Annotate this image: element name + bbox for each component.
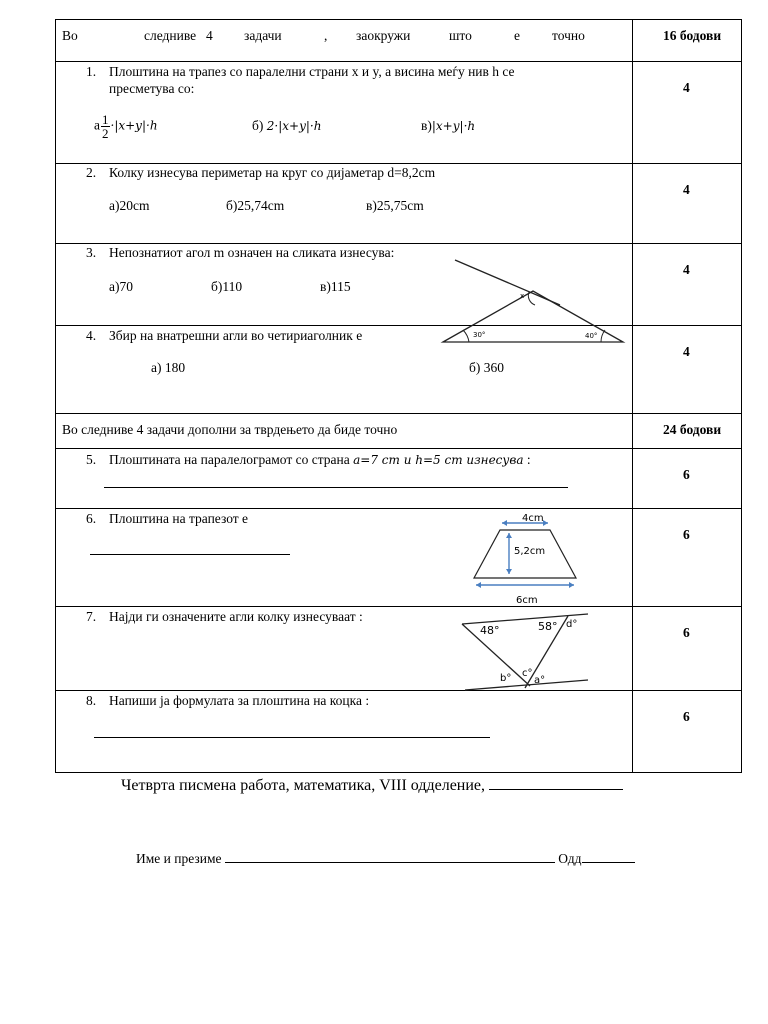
answer-a — [94, 113, 158, 140]
arrowhead — [506, 569, 512, 574]
question-7-points — [633, 607, 742, 691]
arrowhead — [506, 533, 512, 538]
points-text: 6 — [683, 709, 690, 724]
angle-arc-30 — [463, 330, 469, 342]
label-48: 48° — [480, 624, 500, 637]
label-c: c° — [522, 668, 533, 679]
question-row-6 — [56, 509, 742, 607]
name-label: Име и презиме — [136, 851, 222, 866]
question-colon: : — [526, 452, 531, 467]
label-30: 30° — [473, 331, 486, 339]
answer-expression: ·|x+y|·h — [110, 118, 158, 133]
answer-label: в) — [421, 118, 432, 133]
question-2-points — [633, 164, 742, 244]
grade-input-line[interactable] — [489, 775, 623, 790]
question-5 — [56, 449, 633, 509]
header-word: заокружи — [356, 28, 411, 43]
label-d: d° — [566, 619, 578, 630]
question-row-7 — [56, 607, 742, 691]
answer-line[interactable] — [104, 487, 568, 488]
label-height: 5,2cm — [514, 546, 546, 557]
label-bottom: 6cm — [516, 595, 538, 606]
angles-figure — [460, 612, 592, 692]
answer-c — [421, 118, 475, 134]
header-word: е — [514, 28, 520, 43]
question-4-points — [633, 326, 742, 414]
class-label: Одд — [558, 851, 582, 866]
points-text: 6 — [683, 467, 690, 482]
points-text: 4 — [683, 182, 690, 197]
section2-points — [633, 414, 742, 449]
question-text — [109, 452, 531, 468]
section1-header — [56, 20, 633, 62]
name-row — [136, 850, 635, 867]
points-text: 4 — [683, 262, 690, 277]
question-number: 8. — [86, 693, 97, 708]
question-number: 7. — [86, 609, 97, 624]
answer-a: а) 180 — [151, 360, 186, 375]
question-6-points — [633, 509, 742, 607]
fraction-numerator: 1 — [102, 112, 109, 127]
points-text: 6 — [683, 625, 690, 640]
question-math: a=7 cm и h=5 cm изнесува — [353, 453, 524, 467]
question-5-points — [633, 449, 742, 509]
fraction — [101, 113, 110, 140]
answer-expression: 2·|x+y|·h — [266, 119, 322, 133]
section1-header-row — [56, 20, 742, 62]
label-x: x — [520, 292, 525, 300]
label-top: 4cm — [522, 513, 544, 524]
arrowhead — [569, 582, 574, 588]
header-word: Во — [62, 28, 78, 43]
answer-a: а)20cm — [109, 198, 150, 213]
question-8-points — [633, 691, 742, 773]
question-2 — [56, 164, 633, 244]
points-text: 6 — [683, 527, 690, 542]
points-text: 16 бодови — [663, 28, 722, 43]
label-58: 58° — [538, 620, 558, 633]
question-text-main: Плоштината на паралелограмот со страна — [109, 452, 350, 467]
points-text: 24 бодови — [663, 422, 722, 437]
footer-title-row — [121, 775, 623, 795]
points-text: 4 — [683, 344, 690, 359]
question-number: 5. — [86, 452, 97, 467]
question-text: Колку изнесува периметар на круг со дијаметар d=8,2cm — [109, 165, 436, 180]
name-input-line[interactable] — [225, 850, 555, 863]
label-40: 40° — [585, 332, 598, 340]
answer-b: б) 360 — [469, 360, 504, 375]
header-word: , — [324, 28, 328, 43]
question-text: Плоштина на трапезот е — [109, 511, 249, 526]
arrowhead — [476, 582, 481, 588]
question-text: Збир на внатрешни агли во четириаголник е — [109, 328, 363, 343]
answer-c: в)115 — [320, 279, 351, 294]
answer-label: б) — [252, 118, 264, 133]
question-number: 1. — [86, 64, 97, 79]
answer-line[interactable] — [90, 554, 290, 555]
answer-b: б)25,74cm — [226, 198, 285, 213]
answer-b — [252, 118, 321, 134]
question-number: 2. — [86, 165, 97, 180]
header-word: 4 — [206, 28, 213, 43]
header-word: што — [449, 28, 472, 43]
question-8 — [56, 691, 633, 773]
label-b: b° — [500, 673, 512, 684]
answer-expression: |x+y|·h — [431, 119, 476, 133]
question-number: 3. — [86, 245, 97, 260]
question-row-1 — [56, 62, 742, 164]
question-row-5 — [56, 449, 742, 509]
header-word: точно — [552, 28, 585, 43]
question-1-points — [633, 62, 742, 164]
question-3-points — [633, 244, 742, 326]
footer-title: Четврта писмена работа, математика, VIII одделение, — [121, 777, 486, 794]
points-text: 4 — [683, 80, 690, 95]
triangle-figure — [425, 250, 640, 350]
answer-c: в)25,75cm — [366, 198, 424, 213]
class-input-line[interactable] — [582, 850, 635, 863]
test-table — [55, 19, 742, 773]
arrowhead — [543, 520, 548, 526]
question-row-2 — [56, 164, 742, 244]
question-text: Плоштина на трапез со паралелни страни x и y, а висина меѓу нив h се — [109, 64, 515, 79]
fraction-denominator: 2 — [102, 126, 109, 141]
answer-line[interactable] — [94, 737, 490, 738]
question-row-8 — [56, 691, 742, 773]
section2-header — [56, 414, 633, 449]
section1-points — [633, 20, 742, 62]
label-a: a° — [534, 675, 546, 686]
question-text: Непознатиот агол m означен на сликата изнесува: — [109, 245, 395, 260]
trapezoid-figure — [462, 510, 597, 606]
section2-header-row — [56, 414, 742, 449]
header-word: задачи — [244, 28, 282, 43]
answer-label: а — [94, 117, 100, 133]
question-number: 6. — [86, 511, 97, 526]
question-1 — [56, 62, 633, 164]
answer-a: а)70 — [109, 279, 133, 294]
question-text: пресметува со: — [109, 81, 195, 96]
crossing-line — [455, 260, 560, 305]
arrowhead — [502, 520, 507, 526]
section2-header-text: Во следниве 4 задачи дополни за тврдењето да биде точно — [62, 422, 398, 437]
header-word: следниве — [144, 28, 197, 43]
question-text: Напиши ја формулата за плоштина на коцка : — [109, 693, 370, 708]
question-text: Најди ги означените агли колку изнесуваат : — [109, 609, 363, 624]
answer-b: б)110 — [211, 279, 243, 294]
question-number: 4. — [86, 328, 97, 343]
